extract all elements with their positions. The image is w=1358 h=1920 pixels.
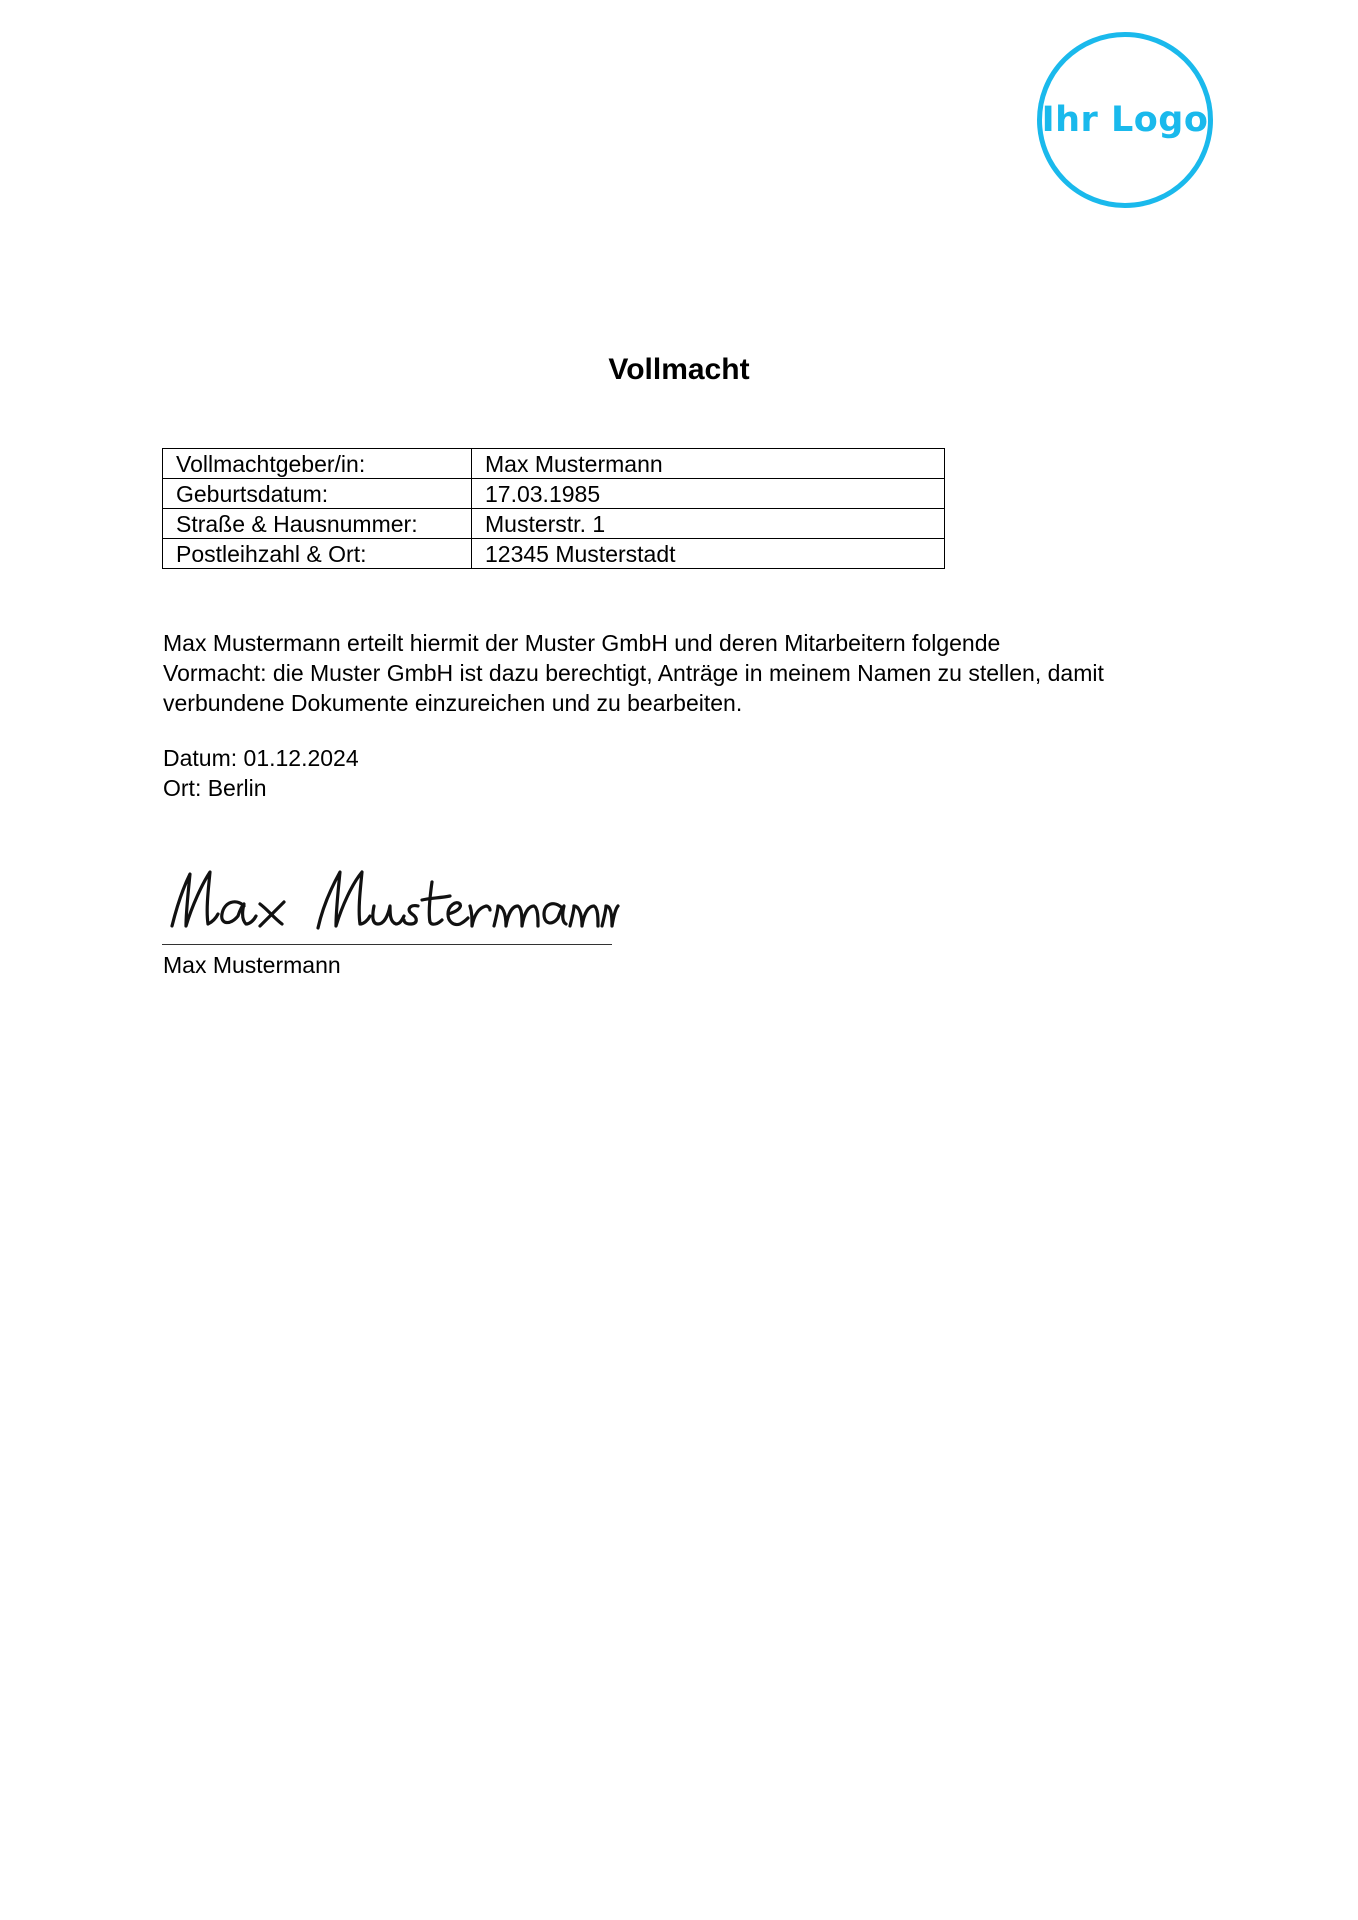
date-line: Datum: 01.12.2024 — [163, 745, 359, 771]
table-row — [163, 509, 945, 539]
row-value-principal: Max Mustermann — [472, 449, 945, 479]
place-line: Ort: Berlin — [163, 775, 267, 801]
handwritten-signature — [160, 852, 620, 942]
table-row — [163, 479, 945, 509]
signer-name: Max Mustermann — [163, 952, 341, 978]
date-place-block — [163, 743, 359, 803]
logo-text: Ihr Logo — [1041, 100, 1209, 140]
row-value-street: Musterstr. 1 — [472, 509, 945, 539]
table-row — [163, 449, 945, 479]
row-value-birthdate: 17.03.1985 — [472, 479, 945, 509]
company-logo — [1037, 32, 1213, 208]
paragraph-line: Vormacht: die Muster GmbH ist dazu berechtigt, Anträge in meinem Namen zu stellen, damit — [163, 660, 1104, 686]
row-label-postal-city: Postleihzahl & Ort: — [163, 539, 472, 569]
signature-line — [162, 944, 612, 945]
authorization-paragraph — [163, 628, 1223, 718]
row-label-birthdate: Geburtsdatum: — [163, 479, 472, 509]
row-label-principal: Vollmachtgeber/in: — [163, 449, 472, 479]
table-row — [163, 539, 945, 569]
paragraph-line: Max Mustermann erteilt hiermit der Muster GmbH und deren Mitarbeitern folgende — [163, 630, 1001, 656]
row-value-postal-city: 12345 Musterstadt — [472, 539, 945, 569]
row-label-street: Straße & Hausnummer: — [163, 509, 472, 539]
paragraph-line: verbundene Dokumente einzureichen und zu bearbeiten. — [163, 690, 743, 716]
document-title: Vollmacht — [608, 353, 750, 386]
principal-info-table — [162, 448, 945, 569]
